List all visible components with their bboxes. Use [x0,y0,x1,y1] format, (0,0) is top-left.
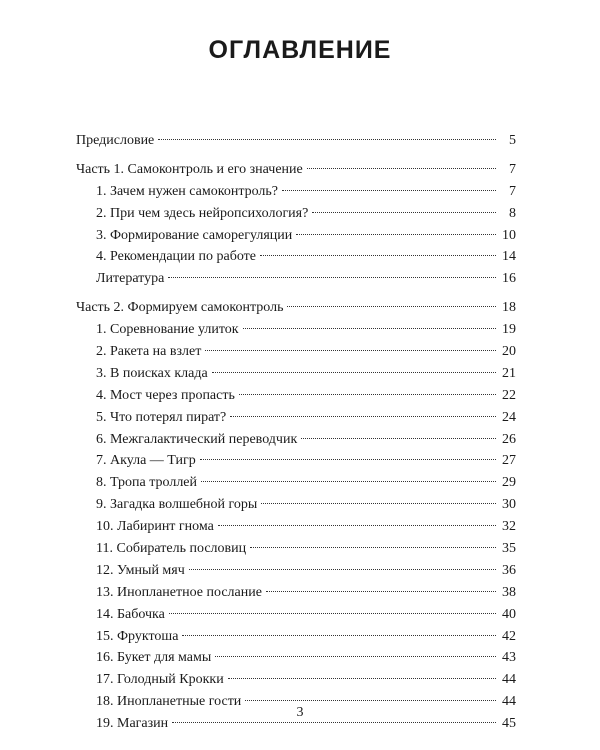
dot-leader [201,481,496,482]
toc-entry-title: Часть 2. Формируем самоконтроль [76,300,284,316]
dot-leader [239,394,496,395]
toc-entry [76,407,516,429]
toc-entry [76,203,516,225]
toc-entry [76,385,516,407]
table-of-contents [76,130,516,735]
toc-entry [76,429,516,451]
toc-entry-title: 19. Магазин [96,716,169,732]
toc-entry [76,450,516,472]
dot-leader [261,503,496,504]
toc-entry [76,246,516,268]
toc-entry-page: 7 [509,183,516,199]
dot-leader [182,635,496,636]
toc-entry [76,472,516,494]
toc-entry-title: 13. Инопланетное послание [96,584,262,600]
toc-entry-page: 45 [502,716,516,732]
toc-entry-page: 16 [502,271,516,287]
dot-leader [307,168,496,169]
toc-entry [76,319,516,341]
toc-entry-title: 15. Фруктоша [96,628,179,644]
toc-entry-page: 43 [502,650,516,666]
toc-entry-title: 12. Умный мяч [96,562,185,578]
toc-entry-page: 35 [502,541,516,557]
toc-entry [76,130,516,152]
toc-entry-page: 8 [509,205,516,221]
toc-entry-title: 3. Формирование саморегуляции [96,227,293,243]
toc-entry-page: 29 [502,475,516,491]
toc-entry-page: 36 [502,562,516,578]
dot-leader [172,722,496,723]
dot-leader [282,190,496,191]
toc-entry-title: 4. Мост через пропасть [96,387,235,403]
toc-entry [76,582,516,604]
dot-leader [218,525,496,526]
toc-entry-title: 14. Бабочка [96,606,165,622]
dot-leader [245,700,496,701]
toc-entry-title: 2. Ракета на взлет [96,344,202,360]
dot-leader [158,139,496,140]
toc-entry-page: 40 [502,606,516,622]
toc-entry-page: 20 [502,344,516,360]
toc-entry [76,297,516,319]
dot-leader [169,613,496,614]
toc-entry [76,604,516,626]
toc-entry-title: 10. Лабиринт гнома [96,519,214,535]
dot-leader [312,212,496,213]
toc-entry [76,494,516,516]
toc-entry [76,181,516,203]
toc-entry-title: 17. Голодный Крокки [96,672,224,688]
toc-entry-title: 18. Инопланетные гости [96,694,242,710]
toc-entry-title: 5. Что потерял пират? [96,409,227,425]
dot-leader [189,569,496,570]
dot-leader [228,678,496,679]
toc-entry-page: 18 [502,300,516,316]
toc-entry-title: 9. Загадка волшебной горы [96,497,258,513]
dot-leader [168,277,496,278]
toc-entry-page: 30 [502,497,516,513]
toc-entry [76,225,516,247]
toc-entry-title: Литература [96,271,165,287]
toc-entry-page: 5 [509,133,516,148]
toc-entry-title: 8. Тропа троллей [96,475,198,491]
toc-entry-title: 11. Собиратель пословиц [96,541,247,557]
toc-entry-page: 42 [502,628,516,644]
toc-entry-page: 24 [502,409,516,425]
toc-entry [76,159,516,181]
toc-entry-title: 1. Зачем нужен самоконтроль? [96,183,279,199]
toc-entry-page: 44 [502,672,516,688]
toc-entry [76,647,516,669]
toc-entry-page: 26 [502,431,516,447]
dot-leader [260,255,496,256]
toc-entry [76,560,516,582]
toc-entry-page: 7 [509,161,516,177]
dot-leader [212,372,496,373]
toc-entry-page: 19 [502,322,516,338]
page-title: ОГЛАВЛЕНИЕ [208,36,392,64]
toc-entry [76,538,516,560]
toc-entry [76,341,516,363]
toc-entry-title: 1. Соревнование улиток [96,322,239,338]
dot-leader [205,350,496,351]
toc-entry [76,669,516,691]
dot-leader [215,656,496,657]
dot-leader [287,306,496,307]
dot-leader [266,591,496,592]
toc-entry-title: 4. Рекомендации по работе [96,249,256,265]
dot-leader [230,416,496,417]
toc-entry [76,363,516,385]
dot-leader [200,459,496,460]
toc-entry-page: 22 [502,387,516,403]
toc-entry-title: 6. Межгалактический переводчик [96,431,298,447]
dot-leader [243,328,496,329]
dot-leader [296,234,496,235]
toc-entry-title: Предисловие [76,133,155,148]
toc-entry [76,268,516,290]
toc-entry-title: 7. Акула — Тигр [96,453,196,469]
toc-entry-page: 32 [502,519,516,535]
toc-entry-page: 27 [502,453,516,469]
toc-entry-page: 38 [502,584,516,600]
dot-leader [250,547,496,548]
toc-entry-page: 10 [502,227,516,243]
toc-entry [76,626,516,648]
dot-leader [301,438,496,439]
page-number: 3 [296,705,304,720]
toc-entry-title: Часть 1. Самоконтроль и его значение [76,161,303,177]
toc-entry-title: 3. В поисках клада [96,365,208,381]
toc-entry-title: 2. При чем здесь нейропсихология? [96,205,309,221]
toc-entry-title: 16. Букет для мамы [96,650,212,666]
toc-entry [76,516,516,538]
toc-entry-page: 44 [502,694,516,710]
toc-entry-page: 21 [502,365,516,381]
toc-entry-page: 14 [502,249,516,265]
